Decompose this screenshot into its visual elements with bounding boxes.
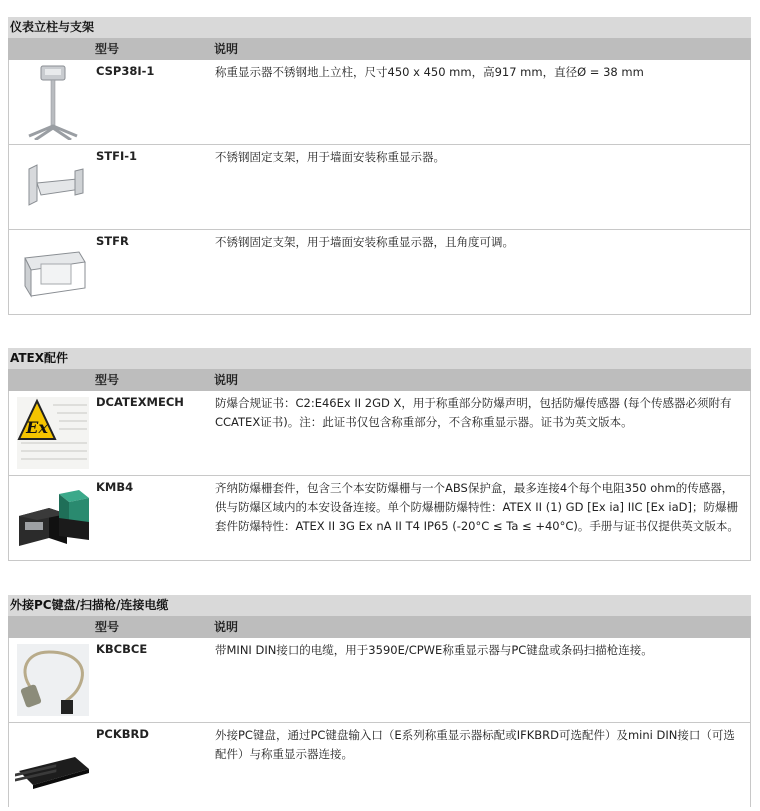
section-atex (8, 348, 751, 561)
section-title: 仪表立柱与支架 (8, 17, 751, 38)
model-code: PCKBRD (96, 727, 149, 741)
model-description: 带MINI DIN接口的电缆，用于3590E/CPWE称重显示器与PC键盘或条码扫描枪连接。 (215, 643, 653, 657)
model-code: STFI-1 (96, 149, 138, 163)
model-code: DCATEXMECH (96, 395, 184, 409)
model-code: CSP38I-1 (96, 64, 155, 78)
header-description: 说明 (214, 373, 239, 387)
table-row (9, 60, 750, 144)
table-row (9, 638, 750, 722)
header-description: 说明 (214, 620, 239, 634)
atex-certificate-icon (15, 395, 91, 471)
section-stands (8, 17, 751, 315)
adjustable-bracket-icon (15, 234, 91, 310)
table-header (8, 38, 751, 60)
product-table (8, 60, 751, 315)
section-title: 外接PC键盘/扫描枪/连接电缆 (8, 595, 751, 616)
table-row (9, 722, 750, 807)
model-code: KBCBCE (96, 642, 148, 656)
wall-bracket-icon (15, 149, 91, 225)
model-description: 不锈钢固定支架，用于墙面安装称重显示器，且角度可调。 (215, 235, 514, 249)
header-model: 型号 (95, 42, 120, 56)
table-header (8, 369, 751, 391)
header-description: 说明 (214, 42, 239, 56)
product-table (8, 391, 751, 561)
barrier-box-icon (15, 480, 91, 556)
table-row (9, 475, 750, 560)
header-model: 型号 (95, 373, 120, 387)
cable-icon (15, 642, 91, 718)
model-code: KMB4 (96, 480, 134, 494)
table-row (9, 391, 750, 475)
table-header (8, 616, 751, 638)
model-code: STFR (96, 234, 129, 248)
model-description: 防爆合规证书：C2:E46Ex II 2GD X，用于称重部分防爆声明，包括防爆传感器 (每个传感器必须附有CCATEX证书)。注：此证书仅包含称重部分，不含称重显示器。证书为英文版本。 (215, 396, 732, 429)
section-title: ATEX配件 (8, 348, 751, 369)
section-pc-accessories (8, 595, 751, 807)
model-description: 称重显示器不锈钢地上立柱，尺寸450 x 450 mm，高917 mm，直径Ø = 38 mm (215, 65, 644, 79)
model-description: 不锈钢固定支架，用于墙面安装称重显示器。 (215, 150, 445, 164)
model-description: 齐纳防爆栅套件，包含三个本安防爆栅与一个ABS保护盒，最多连接4个每个电阻350 ohm的传感器，供与防爆区域内的本安设备连接。单个防爆栅防爆特性：ATEX II (1) GD [Ex ia] IIC [Ex iaD]；防爆栅套件防爆特性：ATEX II 3G Ex nA II T4 IP65 (-20°C ≤ Ta ≤ +40°C)。手册与证书仅提供英文版本。 (215, 481, 739, 533)
stand-icon (15, 64, 91, 140)
table-row (9, 229, 750, 314)
table-row (9, 144, 750, 229)
header-model: 型号 (95, 620, 120, 634)
svg-text:Ex: Ex (26, 418, 48, 437)
keyboard-icon (15, 727, 91, 803)
product-table (8, 638, 751, 807)
model-description: 外接PC键盘，通过PC键盘输入口（E系列称重显示器标配或IFKBRD可选配件）及mini DIN接口（可选配件）与称重显示器连接。 (215, 728, 735, 761)
